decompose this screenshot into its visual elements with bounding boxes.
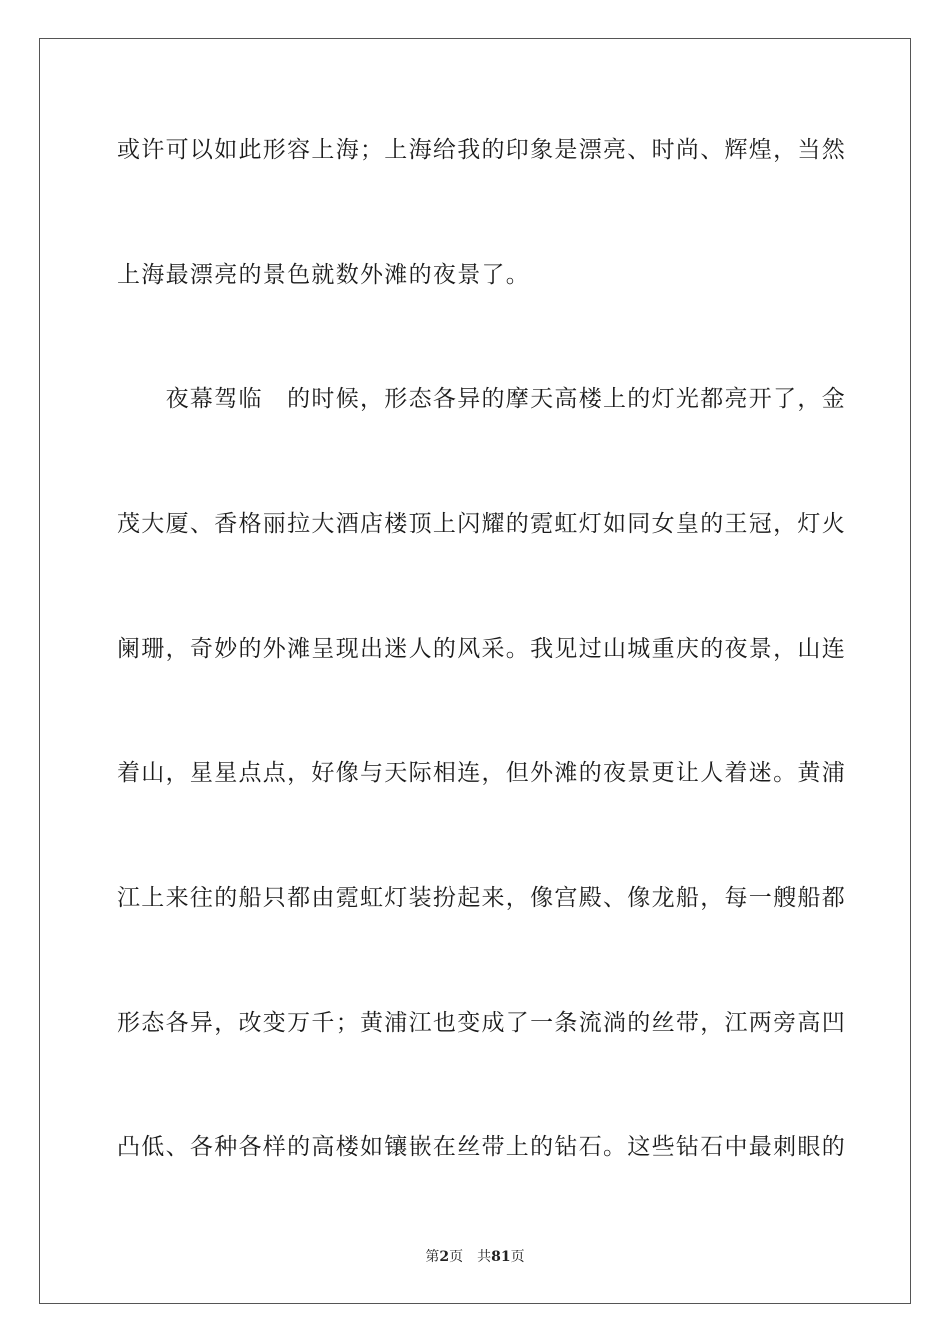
- page-suffix: 页: [449, 1249, 464, 1265]
- page-footer: [0, 1248, 950, 1266]
- page-prefix: 第: [425, 1249, 440, 1265]
- body-text-line: 形态各异，改变万千；黄浦江也变成了一条流淌的丝带，江两旁高凹: [117, 1010, 846, 1036]
- body-text-line: 阑珊，奇妙的外滩呈现出迷人的风采。我见过山城重庆的夜景，山连: [117, 636, 846, 662]
- body-text-line: 上海最漂亮的景色就数外滩的夜景了。: [117, 262, 531, 288]
- total-pages: 81: [491, 1249, 511, 1265]
- body-text-line: 或许可以如此形容上海；上海给我的印象是漂亮、时尚、辉煌，当然: [117, 137, 846, 163]
- body-text-line: 江上来往的船只都由霓虹灯装扮起来，像宫殿、像龙船，每一艘船都: [117, 885, 846, 911]
- body-text-line: 茂大厦、香格丽拉大酒店楼顶上闪耀的霓虹灯如同女皇的王冠，灯火: [117, 511, 846, 537]
- total-pages-label: [477, 1248, 524, 1266]
- total-prefix: 共: [477, 1249, 492, 1265]
- body-text-line: 夜幕驾临 的时候，形态各异的摩天高楼上的灯光都亮开了，金: [117, 386, 846, 412]
- page-number: 2: [439, 1249, 450, 1265]
- page-number-label: [425, 1248, 463, 1266]
- total-suffix: 页: [510, 1249, 525, 1265]
- page-border: [39, 38, 911, 1304]
- body-text-line: 着山，星星点点，好像与天际相连，但外滩的夜景更让人着迷。黄浦: [117, 760, 846, 786]
- body-text-line: 凸低、各种各样的高楼如镶嵌在丝带上的钻石。这些钻石中最刺眼的: [117, 1134, 846, 1160]
